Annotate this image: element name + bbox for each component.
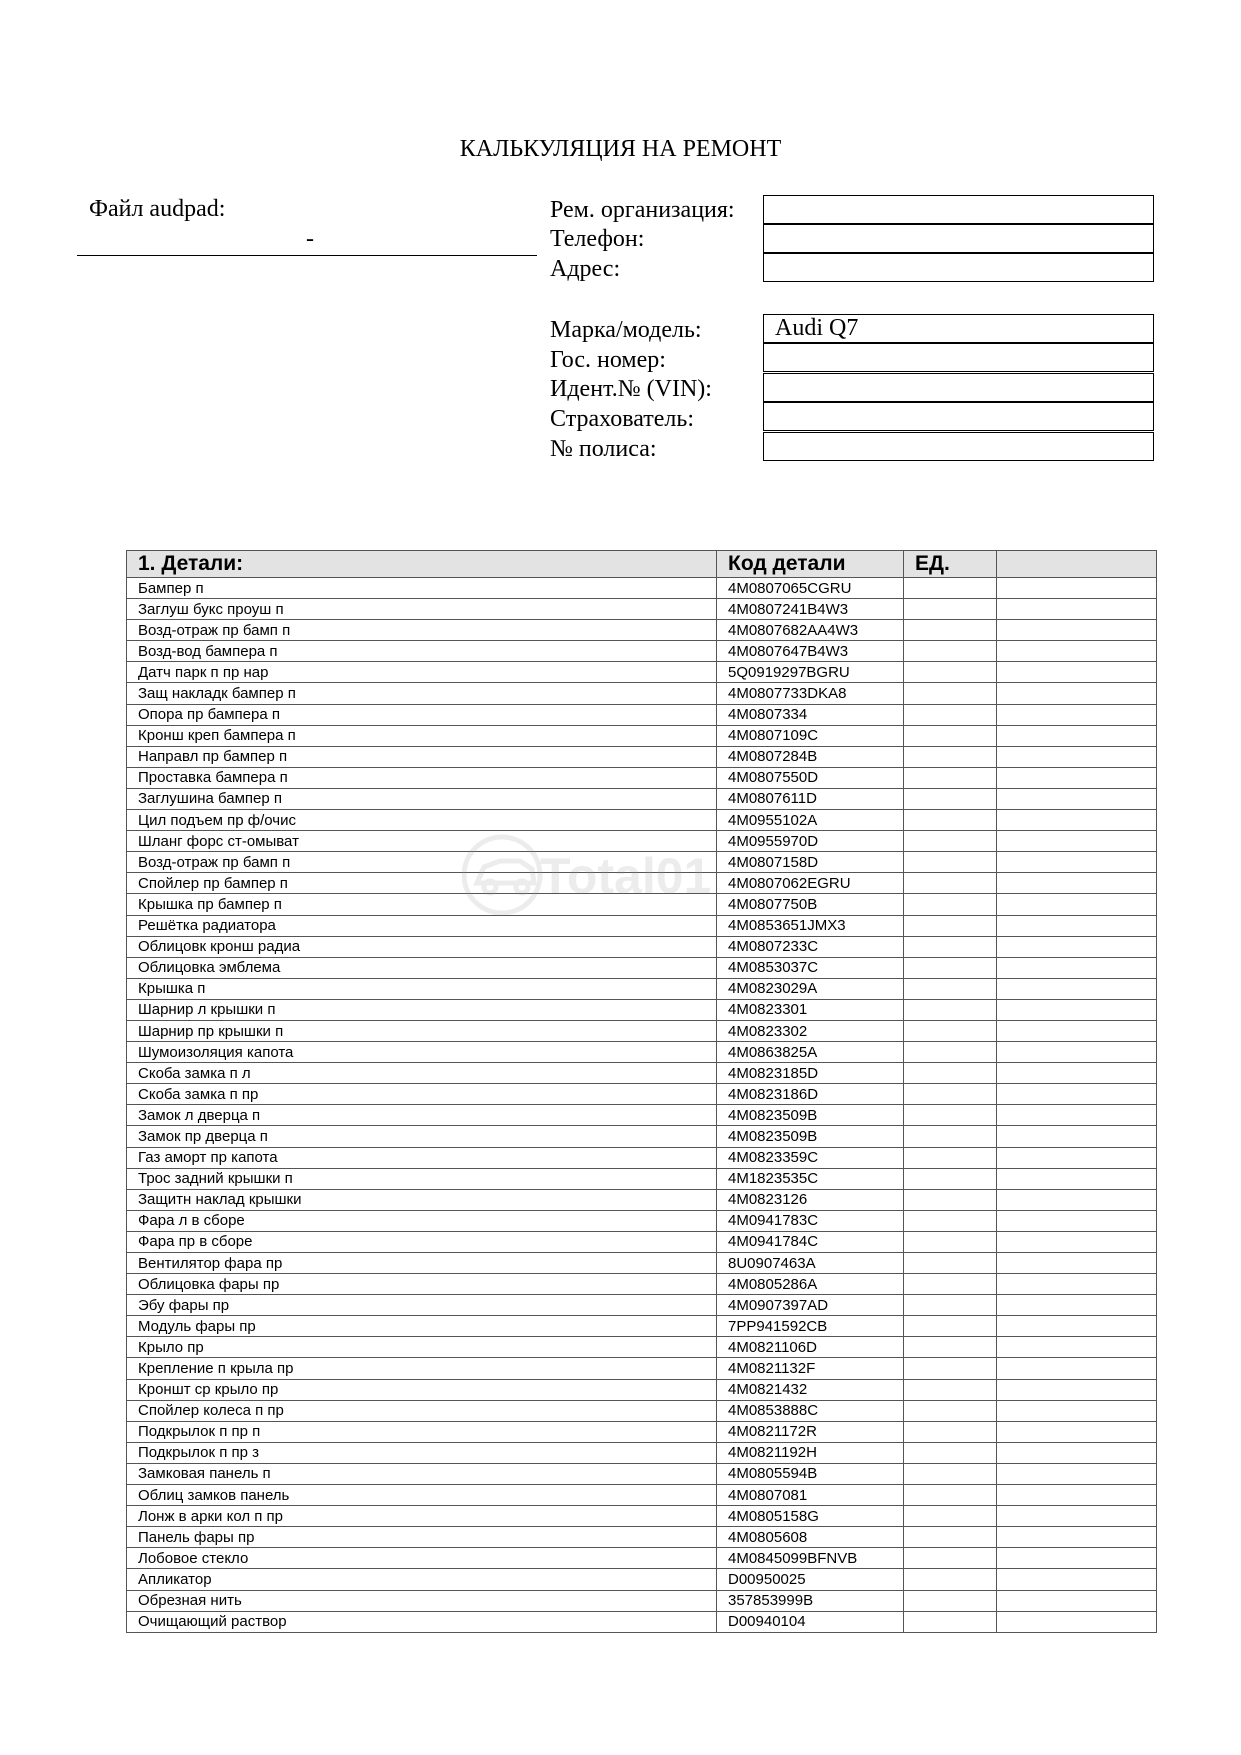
extra-cell <box>997 1063 1157 1084</box>
part-code-cell: 4M1823535C <box>717 1168 904 1189</box>
parts-table <box>126 550 1157 1633</box>
extra-cell <box>997 810 1157 831</box>
part-name-cell: Лобовое стекло <box>127 1548 717 1569</box>
unit-cell <box>904 1527 997 1548</box>
part-code-cell: D00940104 <box>717 1611 904 1632</box>
extra-cell <box>997 1274 1157 1295</box>
table-row <box>127 746 1157 767</box>
extra-cell <box>997 1105 1157 1126</box>
table-row <box>127 788 1157 809</box>
unit-cell <box>904 978 997 999</box>
table-row <box>127 978 1157 999</box>
table-row <box>127 1569 1157 1590</box>
part-name-cell: Шланг форс ст-омыват <box>127 831 717 852</box>
part-code-cell: 4M0807065CGRU <box>717 578 904 599</box>
table-row <box>127 1253 1157 1274</box>
extra-cell <box>997 1485 1157 1506</box>
table-row <box>127 1463 1157 1484</box>
unit-cell <box>904 1358 997 1379</box>
extra-cell <box>997 1400 1157 1421</box>
table-row <box>127 725 1157 746</box>
unit-cell <box>904 1400 997 1421</box>
extra-cell <box>997 725 1157 746</box>
extra-cell <box>997 957 1157 978</box>
extra-cell <box>997 641 1157 662</box>
unit-cell <box>904 1147 997 1168</box>
part-code-cell: 4M0823029A <box>717 978 904 999</box>
extra-cell <box>997 1358 1157 1379</box>
table-row <box>127 831 1157 852</box>
part-code-cell: 4M0853037C <box>717 957 904 978</box>
unit-cell <box>904 810 997 831</box>
part-name-cell: Замковая панель п <box>127 1463 717 1484</box>
extra-cell <box>997 1611 1157 1632</box>
part-code-cell: 4M0941784C <box>717 1231 904 1252</box>
repair-org-field[interactable] <box>763 195 1154 224</box>
part-code-cell: 4M0807062EGRU <box>717 873 904 894</box>
extra-cell <box>997 662 1157 683</box>
part-code-cell: 4M0845099BFNVB <box>717 1548 904 1569</box>
table-row <box>127 683 1157 704</box>
table-row <box>127 1337 1157 1358</box>
extra-cell <box>997 1084 1157 1105</box>
unit-cell <box>904 1485 997 1506</box>
extra-cell <box>997 1189 1157 1210</box>
part-code-cell: 4M0823301 <box>717 999 904 1020</box>
unit-cell <box>904 1274 997 1295</box>
part-name-cell: Подкрылок п пр п <box>127 1421 717 1442</box>
part-name-cell: Шумоизоляция капота <box>127 1042 717 1063</box>
unit-cell <box>904 1105 997 1126</box>
unit-cell <box>904 1506 997 1527</box>
part-code-cell: 4M0807733DKA8 <box>717 683 904 704</box>
unit-cell <box>904 1126 997 1147</box>
part-name-cell: Возд-отраж пр бамп п <box>127 852 717 873</box>
header-part-code: Код детали <box>717 551 904 578</box>
unit-cell <box>904 599 997 620</box>
vin-field[interactable] <box>763 373 1154 402</box>
unit-cell <box>904 1063 997 1084</box>
extra-cell <box>997 1337 1157 1358</box>
table-row <box>127 1231 1157 1252</box>
extra-cell <box>997 1548 1157 1569</box>
part-name-cell: Цил подъем пр ф/очис <box>127 810 717 831</box>
make-model-label: Марка/модель: <box>550 317 702 343</box>
vin-label: Идент.№ (VIN): <box>550 376 712 402</box>
table-row <box>127 704 1157 725</box>
part-name-cell: Крышка пр бампер п <box>127 894 717 915</box>
unit-cell <box>904 1421 997 1442</box>
policy-number-field[interactable] <box>763 432 1154 461</box>
unit-cell <box>904 1253 997 1274</box>
extra-cell <box>997 1442 1157 1463</box>
part-code-cell: 4M0821106D <box>717 1337 904 1358</box>
unit-cell <box>904 1590 997 1611</box>
part-code-cell: 4M0807647B4W3 <box>717 641 904 662</box>
part-code-cell: 4M0807550D <box>717 767 904 788</box>
extra-cell <box>997 1590 1157 1611</box>
phone-label: Телефон: <box>550 226 645 252</box>
part-code-cell: 4M0853888C <box>717 1400 904 1421</box>
extra-cell <box>997 1569 1157 1590</box>
part-name-cell: Замок пр дверца п <box>127 1126 717 1147</box>
extra-cell <box>997 1042 1157 1063</box>
table-row <box>127 1105 1157 1126</box>
table-row <box>127 1042 1157 1063</box>
header-unit: ЕД. <box>904 551 997 578</box>
insured-label: Страхователь: <box>550 406 694 432</box>
extra-cell <box>997 1253 1157 1274</box>
extra-cell <box>997 1527 1157 1548</box>
part-name-cell: Защ накладк бампер п <box>127 683 717 704</box>
extra-cell <box>997 578 1157 599</box>
part-name-cell: Датч парк п пр нар <box>127 662 717 683</box>
extra-cell <box>997 978 1157 999</box>
table-row <box>127 1168 1157 1189</box>
extra-cell <box>997 620 1157 641</box>
part-code-cell: 4M0863825A <box>717 1042 904 1063</box>
part-code-cell: 4M0807109C <box>717 725 904 746</box>
part-name-cell: Спойлер пр бампер п <box>127 873 717 894</box>
part-code-cell: 4M0823185D <box>717 1063 904 1084</box>
extra-cell <box>997 852 1157 873</box>
table-row <box>127 1590 1157 1611</box>
unit-cell <box>904 1168 997 1189</box>
extra-cell <box>997 1210 1157 1231</box>
table-row <box>127 1527 1157 1548</box>
part-name-cell: Трос задний крышки п <box>127 1168 717 1189</box>
unit-cell <box>904 1210 997 1231</box>
part-code-cell: 4M0807750B <box>717 894 904 915</box>
policy-number-label: № полиса: <box>550 436 657 462</box>
part-name-cell: Вентилятор фара пр <box>127 1253 717 1274</box>
phone-field[interactable] <box>763 224 1154 253</box>
part-name-cell: Облицовка фары пр <box>127 1274 717 1295</box>
part-code-cell: 4M0807334 <box>717 704 904 725</box>
unit-cell <box>904 704 997 725</box>
part-code-cell: 4M0821172R <box>717 1421 904 1442</box>
file-value: - <box>306 226 314 252</box>
plate-number-field[interactable] <box>763 343 1154 372</box>
unit-cell <box>904 578 997 599</box>
part-code-cell: 4M0805594B <box>717 1463 904 1484</box>
table-row <box>127 852 1157 873</box>
part-name-cell: Крышка п <box>127 978 717 999</box>
document-title: КАЛЬКУЛЯЦИЯ НА РЕМОНТ <box>459 136 782 162</box>
part-name-cell: Возд-отраж пр бамп п <box>127 620 717 641</box>
unit-cell <box>904 1569 997 1590</box>
part-code-cell: 7PP941592CB <box>717 1316 904 1337</box>
extra-cell <box>997 1126 1157 1147</box>
extra-cell <box>997 1316 1157 1337</box>
part-code-cell: 4M0807241B4W3 <box>717 599 904 620</box>
part-name-cell: Опора пр бампера п <box>127 704 717 725</box>
extra-cell <box>997 746 1157 767</box>
part-name-cell: Направл пр бампер п <box>127 746 717 767</box>
part-name-cell: Шарнир пр крышки п <box>127 1020 717 1041</box>
table-row <box>127 1485 1157 1506</box>
table-row <box>127 1147 1157 1168</box>
extra-cell <box>997 873 1157 894</box>
unit-cell <box>904 873 997 894</box>
part-code-cell: 8U0907463A <box>717 1253 904 1274</box>
table-row <box>127 578 1157 599</box>
part-name-cell: Кроншт ср крыло пр <box>127 1379 717 1400</box>
unit-cell <box>904 957 997 978</box>
unit-cell <box>904 620 997 641</box>
table-row <box>127 1084 1157 1105</box>
part-name-cell: Лонж в арки кол п пр <box>127 1506 717 1527</box>
part-code-cell: 4M0807284B <box>717 746 904 767</box>
extra-cell <box>997 1463 1157 1484</box>
unit-cell <box>904 1189 997 1210</box>
extra-cell <box>997 999 1157 1020</box>
unit-cell <box>904 1548 997 1569</box>
extra-cell <box>997 936 1157 957</box>
part-name-cell: Заглушина бампер п <box>127 788 717 809</box>
table-row <box>127 894 1157 915</box>
unit-cell <box>904 1379 997 1400</box>
unit-cell <box>904 1084 997 1105</box>
table-row <box>127 1316 1157 1337</box>
unit-cell <box>904 746 997 767</box>
header-extra <box>997 551 1157 578</box>
table-row <box>127 1442 1157 1463</box>
part-name-cell: Крыло пр <box>127 1337 717 1358</box>
unit-cell <box>904 852 997 873</box>
part-code-cell: 4M0955102A <box>717 810 904 831</box>
unit-cell <box>904 662 997 683</box>
extra-cell <box>997 1168 1157 1189</box>
extra-cell <box>997 704 1157 725</box>
part-name-cell: Очищающий раствор <box>127 1611 717 1632</box>
extra-cell <box>997 683 1157 704</box>
unit-cell <box>904 999 997 1020</box>
table-row <box>127 1210 1157 1231</box>
part-name-cell: Шарнир л крышки п <box>127 999 717 1020</box>
table-row <box>127 620 1157 641</box>
part-name-cell: Защитн наклад крышки <box>127 1189 717 1210</box>
unit-cell <box>904 915 997 936</box>
unit-cell <box>904 1295 997 1316</box>
unit-cell <box>904 683 997 704</box>
unit-cell <box>904 641 997 662</box>
part-name-cell: Фара л в сборе <box>127 1210 717 1231</box>
part-code-cell: 4M0823509B <box>717 1105 904 1126</box>
table-row <box>127 936 1157 957</box>
address-field[interactable] <box>763 253 1154 282</box>
extra-cell <box>997 1231 1157 1252</box>
table-row <box>127 1295 1157 1316</box>
part-name-cell: Проставка бампера п <box>127 767 717 788</box>
table-row <box>127 1548 1157 1569</box>
table-row <box>127 662 1157 683</box>
extra-cell <box>997 788 1157 809</box>
repair-org-label: Рем. организация: <box>550 197 735 223</box>
part-name-cell: Апликатор <box>127 1569 717 1590</box>
table-row <box>127 599 1157 620</box>
part-code-cell: 4M0821432 <box>717 1379 904 1400</box>
part-code-cell: 4M0823126 <box>717 1189 904 1210</box>
watermark-text: Total01 <box>540 848 712 904</box>
unit-cell <box>904 788 997 809</box>
part-code-cell: 357853999B <box>717 1590 904 1611</box>
table-row <box>127 1274 1157 1295</box>
table-row <box>127 1189 1157 1210</box>
part-name-cell: Панель фары пр <box>127 1527 717 1548</box>
part-code-cell: 4M0807158D <box>717 852 904 873</box>
part-code-cell: 5Q0919297BGRU <box>717 662 904 683</box>
table-row <box>127 1611 1157 1632</box>
part-name-cell: Замок л дверца п <box>127 1105 717 1126</box>
part-name-cell: Облиц замков панель <box>127 1485 717 1506</box>
extra-cell <box>997 915 1157 936</box>
table-row <box>127 1506 1157 1527</box>
part-name-cell: Решётка радиатора <box>127 915 717 936</box>
part-name-cell: Подкрылок п пр з <box>127 1442 717 1463</box>
plate-number-label: Гос. номер: <box>550 347 666 373</box>
part-name-cell: Фара пр в сборе <box>127 1231 717 1252</box>
table-row <box>127 1400 1157 1421</box>
table-row <box>127 1379 1157 1400</box>
extra-cell <box>997 599 1157 620</box>
extra-cell <box>997 894 1157 915</box>
part-code-cell: 4M0907397AD <box>717 1295 904 1316</box>
part-name-cell: Модуль фары пр <box>127 1316 717 1337</box>
unit-cell <box>904 1316 997 1337</box>
part-code-cell: 4M0823509B <box>717 1126 904 1147</box>
part-code-cell: 4M0823302 <box>717 1020 904 1041</box>
extra-cell <box>997 1295 1157 1316</box>
table-row <box>127 641 1157 662</box>
header-parts: 1. Детали: <box>127 551 717 578</box>
part-name-cell: Кронш креп бампера п <box>127 725 717 746</box>
part-code-cell: 4M0807611D <box>717 788 904 809</box>
extra-cell <box>997 1020 1157 1041</box>
table-row <box>127 915 1157 936</box>
unit-cell <box>904 1042 997 1063</box>
part-name-cell: Газ аморт пр капота <box>127 1147 717 1168</box>
extra-cell <box>997 1147 1157 1168</box>
table-row <box>127 957 1157 978</box>
unit-cell <box>904 1020 997 1041</box>
parts-table-header-row <box>127 551 1157 578</box>
part-code-cell: 4M0807682AA4W3 <box>717 620 904 641</box>
table-row <box>127 1126 1157 1147</box>
table-row <box>127 1063 1157 1084</box>
part-code-cell: D00950025 <box>717 1569 904 1590</box>
unit-cell <box>904 1337 997 1358</box>
part-name-cell: Эбу фары пр <box>127 1295 717 1316</box>
part-name-cell: Крепление п крыла пр <box>127 1358 717 1379</box>
part-code-cell: 4M0807233C <box>717 936 904 957</box>
part-code-cell: 4M0823359C <box>717 1147 904 1168</box>
part-name-cell: Облицовк кронш радиа <box>127 936 717 957</box>
part-name-cell: Скоба замка п л <box>127 1063 717 1084</box>
table-row <box>127 810 1157 831</box>
table-row <box>127 1421 1157 1442</box>
part-name-cell: Спойлер колеса п пр <box>127 1400 717 1421</box>
part-code-cell: 4M0955970D <box>717 831 904 852</box>
unit-cell <box>904 1231 997 1252</box>
part-code-cell: 4M0805158G <box>717 1506 904 1527</box>
extra-cell <box>997 1379 1157 1400</box>
file-underline <box>77 255 537 256</box>
extra-cell <box>997 767 1157 788</box>
unit-cell <box>904 1611 997 1632</box>
unit-cell <box>904 894 997 915</box>
part-code-cell: 4M0941783C <box>717 1210 904 1231</box>
table-row <box>127 1020 1157 1041</box>
table-row <box>127 1358 1157 1379</box>
address-label: Адрес: <box>550 256 621 282</box>
part-code-cell: 4M0805608 <box>717 1527 904 1548</box>
table-row <box>127 767 1157 788</box>
part-name-cell: Скоба замка п пр <box>127 1084 717 1105</box>
unit-cell <box>904 831 997 852</box>
part-name-cell: Заглуш букс проуш п <box>127 599 717 620</box>
extra-cell <box>997 831 1157 852</box>
extra-cell <box>997 1506 1157 1527</box>
part-name-cell: Облицовка эмблема <box>127 957 717 978</box>
unit-cell <box>904 1463 997 1484</box>
unit-cell <box>904 725 997 746</box>
unit-cell <box>904 1442 997 1463</box>
part-code-cell: 4M0821132F <box>717 1358 904 1379</box>
unit-cell <box>904 936 997 957</box>
make-model-field[interactable]: Audi Q7 <box>763 314 1154 343</box>
part-name-cell: Возд-вод бампера п <box>127 641 717 662</box>
unit-cell <box>904 767 997 788</box>
file-label: Файл audpad: <box>89 196 226 222</box>
part-code-cell: 4M0805286A <box>717 1274 904 1295</box>
part-code-cell: 4M0853651JMX3 <box>717 915 904 936</box>
part-name-cell: Обрезная нить <box>127 1590 717 1611</box>
part-code-cell: 4M0807081 <box>717 1485 904 1506</box>
insured-field[interactable] <box>763 402 1154 431</box>
part-code-cell: 4M0823186D <box>717 1084 904 1105</box>
table-row <box>127 999 1157 1020</box>
extra-cell <box>997 1421 1157 1442</box>
part-code-cell: 4M0821192H <box>717 1442 904 1463</box>
table-row <box>127 873 1157 894</box>
part-name-cell: Бампер п <box>127 578 717 599</box>
